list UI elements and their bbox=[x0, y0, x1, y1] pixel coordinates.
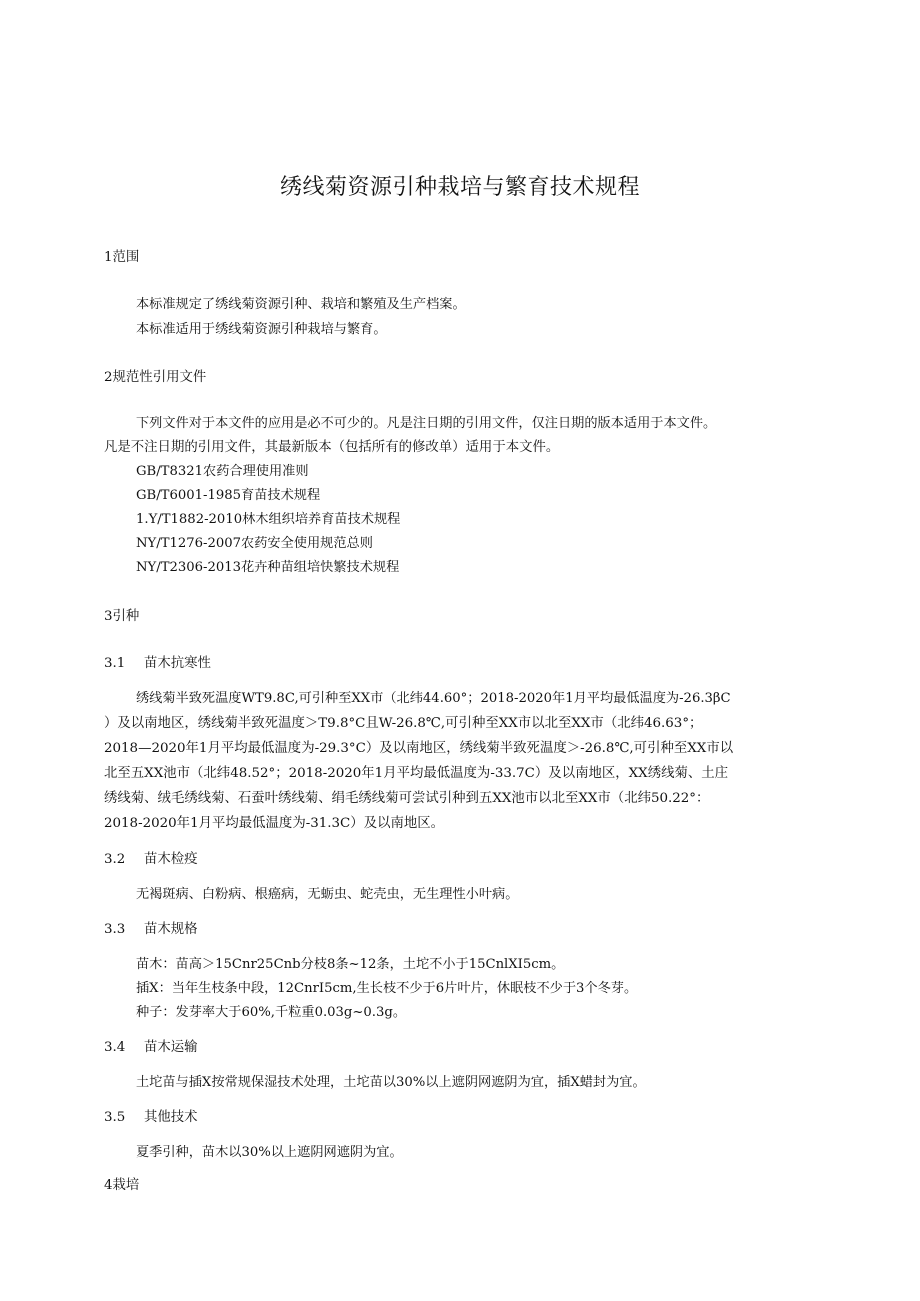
subsection-title: 苗木运输 bbox=[144, 1040, 198, 1055]
subsection-number: 3.3 bbox=[104, 922, 126, 937]
reference-item: GB/T6001-1985育苗技术规程 bbox=[136, 488, 321, 503]
paragraph-line: 绣线菊半致死温度WT9.8C,可引种至XX市（北纬44.60°；2018-2020年1月平均最低温度为-26.3βC bbox=[136, 691, 731, 706]
paragraph-line: ）及以南地区，绣线菊半致死温度＞T9.8°C且W-26.8℃,可引种至XX市以北至XX市（北纬46.63°； bbox=[104, 716, 703, 731]
paragraph-line: 2018—2020年1月平均最低温度为-29.3°C）及以南地区，绣线菊半致死温度＞-26.8℃,可引种至XX市以 bbox=[104, 741, 734, 756]
paragraph-line: 土坨苗与插X按常规保湿技术处理，土坨苗以30%以上遮阴网遮阴为宜，插X蜡封为宜。 bbox=[136, 1075, 646, 1090]
section-heading-normative-references: 2规范性引用文件 bbox=[104, 370, 207, 385]
section-heading-introduction: 3引种 bbox=[104, 609, 140, 624]
paragraph-line: 种子：发芽率大于60%,千粒重0.03g~0.3g。 bbox=[136, 1005, 407, 1020]
paragraph-line: 无褐斑病、白粉病、根癌病，无蛎虫、蛇壳虫，无生理性小叶病。 bbox=[136, 887, 519, 902]
section-heading-cultivation: 4栽培 bbox=[104, 1178, 140, 1193]
paragraph-line: 本标准适用于绣线菊资源引种栽培与繁育。 bbox=[136, 322, 387, 337]
paragraph-line: 北至五XX池市（北纬48.52°；2018-2020年1月平均最低温度为-33.7C）及以南地区，XX绣线菊、土庄 bbox=[104, 766, 729, 781]
subsection-title: 其他技术 bbox=[144, 1110, 198, 1125]
reference-item: NY/T2306-2013花卉种苗组培快繁技术规程 bbox=[136, 560, 400, 575]
subsection-heading bbox=[104, 1106, 198, 1131]
subsection-title: 苗木检疫 bbox=[144, 852, 198, 867]
document-title: 绣线菊资源引种栽培与繁育技术规程 bbox=[279, 175, 640, 200]
subsection-heading bbox=[104, 918, 198, 943]
reference-item: GB/T8321农药合理使用准则 bbox=[136, 464, 309, 479]
paragraph-line: 2018-2020年1月平均最低温度为-31.3C）及以南地区。 bbox=[104, 816, 445, 831]
subsection-heading bbox=[104, 1036, 198, 1061]
paragraph-line: 下列文件对于本文件的应用是必不可少的。凡是注日期的引用文件，仅注日期的版本适用于本文件。 bbox=[136, 416, 717, 431]
subsection-title: 苗木抗寒性 bbox=[144, 656, 211, 671]
paragraph-line: 本标准规定了绣线菊资源引种、栽培和繁殖及生产档案。 bbox=[136, 297, 466, 312]
paragraph-line: 苗木：苗高＞15Cnr25Cnb分枝8条~12条，土坨不小于15CnlXI5cm。 bbox=[136, 957, 565, 972]
subsection-heading bbox=[104, 652, 211, 677]
reference-item: 1.Y/T1882-2010林木组织培养育苗技术规程 bbox=[136, 512, 401, 527]
paragraph-line: 夏季引种，苗木以30%以上遮阴网遮阴为宜。 bbox=[136, 1145, 403, 1160]
section-heading-scope: 1范围 bbox=[104, 250, 140, 265]
subsection-number: 3.4 bbox=[104, 1040, 126, 1055]
subsection-number: 3.5 bbox=[104, 1110, 126, 1125]
paragraph-line: 插X：当年生枝条中段，12CnrI5cm,生长枝不少于6片叶片，休眠枝不少于3个冬芽。 bbox=[136, 981, 638, 996]
subsection-heading bbox=[104, 848, 198, 873]
subsection-title: 苗木规格 bbox=[144, 922, 198, 937]
paragraph-line: 绣线菊、绒毛绣线菊、石蚕叶绣线菊、绢毛绣线菊可尝试引种到五XX池市以北至XX市（北纬50.22°： bbox=[104, 791, 710, 806]
paragraph-line: 凡是不注日期的引用文件，其最新版本（包括所有的修改单）适用于本文件。 bbox=[104, 440, 560, 455]
subsection-number: 3.1 bbox=[104, 656, 126, 671]
subsection-number: 3.2 bbox=[104, 852, 126, 867]
reference-item: NY/T1276-2007农药安全使用规范总则 bbox=[136, 536, 373, 551]
